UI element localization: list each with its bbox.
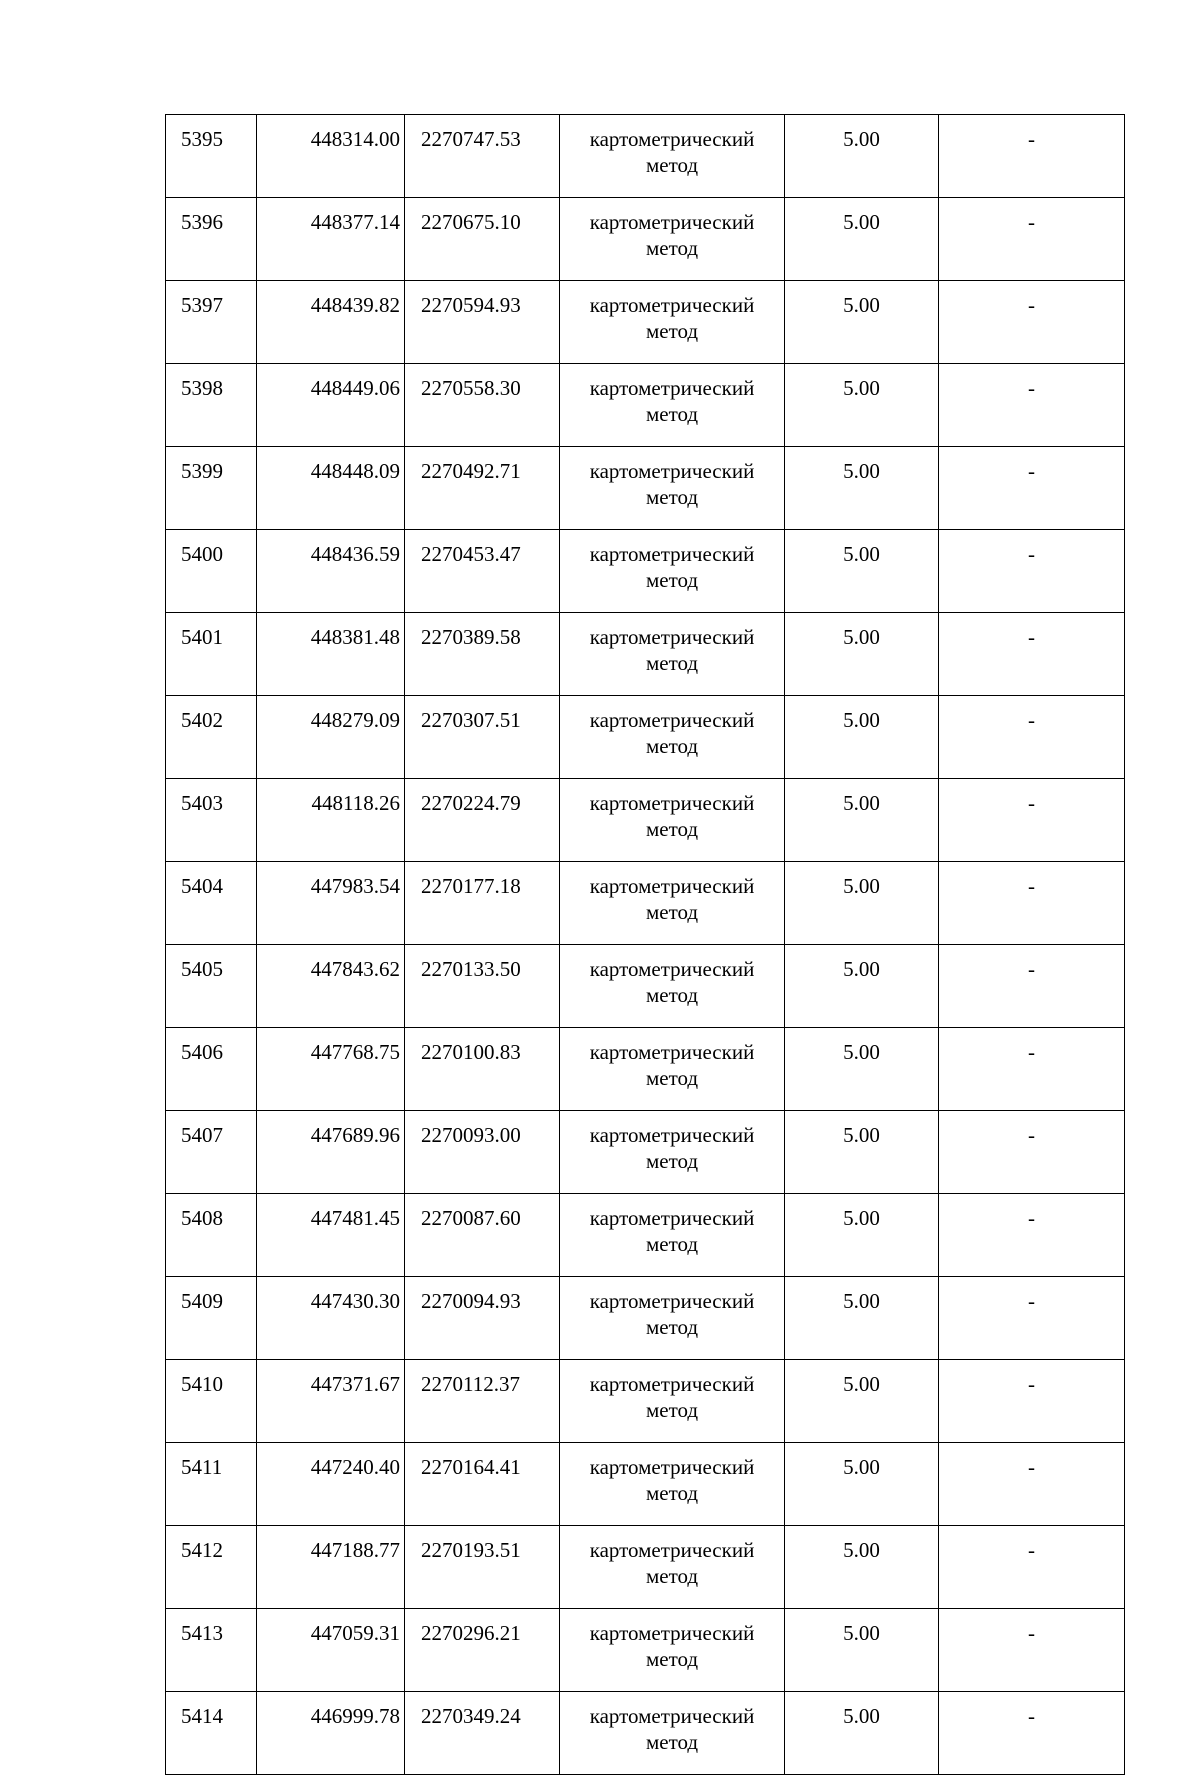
method-text-line-2: метод (645, 900, 699, 924)
method-text-line-2: метод (645, 1647, 699, 1671)
description-cell: - (939, 447, 1125, 530)
accuracy-cell: 5.00 (785, 1194, 939, 1277)
x-coordinate-cell: 448377.14 (257, 198, 405, 281)
method-cell (560, 115, 785, 198)
table-row (166, 779, 1125, 862)
accuracy-cell: 5.00 (785, 364, 939, 447)
method-text-line-2: метод (645, 1730, 699, 1754)
method-text-line-2: метод (645, 1315, 699, 1339)
x-coordinate-cell: 447689.96 (257, 1111, 405, 1194)
method-cell (560, 530, 785, 613)
method-text-line-1: картометрический (589, 1206, 755, 1230)
y-coordinate-cell: 2270747.53 (405, 115, 560, 198)
accuracy-cell: 5.00 (785, 530, 939, 613)
table-row (166, 1443, 1125, 1526)
description-cell: - (939, 1028, 1125, 1111)
method-cell (560, 1692, 785, 1775)
accuracy-cell: 5.00 (785, 198, 939, 281)
method-cell (560, 1609, 785, 1692)
method-text-line-2: метод (645, 1066, 699, 1090)
coordinates-table-body (166, 115, 1125, 1775)
method-text-line-2: метод (645, 734, 699, 758)
method-text-line-2: метод (645, 236, 699, 260)
description-cell: - (939, 281, 1125, 364)
point-number-cell: 5404 (166, 862, 257, 945)
point-number-cell: 5409 (166, 1277, 257, 1360)
accuracy-cell: 5.00 (785, 1526, 939, 1609)
point-number-cell: 5411 (166, 1443, 257, 1526)
accuracy-cell: 5.00 (785, 1111, 939, 1194)
method-cell (560, 1194, 785, 1277)
method-cell (560, 281, 785, 364)
point-number-cell: 5399 (166, 447, 257, 530)
accuracy-cell: 5.00 (785, 1360, 939, 1443)
method-text-line-1: картометрический (589, 791, 755, 815)
accuracy-cell: 5.00 (785, 281, 939, 364)
method-text-line-1: картометрический (589, 293, 755, 317)
point-number-cell: 5408 (166, 1194, 257, 1277)
y-coordinate-cell: 2270594.93 (405, 281, 560, 364)
table-row (166, 696, 1125, 779)
y-coordinate-cell: 2270349.24 (405, 1692, 560, 1775)
accuracy-cell: 5.00 (785, 1609, 939, 1692)
table-row (166, 1360, 1125, 1443)
method-text-line-1: картометрический (589, 708, 755, 732)
method-cell (560, 1028, 785, 1111)
point-number-cell: 5400 (166, 530, 257, 613)
accuracy-cell: 5.00 (785, 1443, 939, 1526)
method-cell (560, 696, 785, 779)
accuracy-cell: 5.00 (785, 1277, 939, 1360)
y-coordinate-cell: 2270093.00 (405, 1111, 560, 1194)
x-coordinate-cell: 448448.09 (257, 447, 405, 530)
method-text-line-1: картометрический (589, 874, 755, 898)
point-number-cell: 5412 (166, 1526, 257, 1609)
method-cell (560, 779, 785, 862)
description-cell: - (939, 530, 1125, 613)
y-coordinate-cell: 2270296.21 (405, 1609, 560, 1692)
method-text-line-2: метод (645, 1232, 699, 1256)
x-coordinate-cell: 448381.48 (257, 613, 405, 696)
method-text-line-1: картометрический (589, 625, 755, 649)
method-text-line-1: картометрический (589, 459, 755, 483)
accuracy-cell: 5.00 (785, 1028, 939, 1111)
method-text-line-2: метод (645, 153, 699, 177)
y-coordinate-cell: 2270492.71 (405, 447, 560, 530)
method-text-line-1: картометрический (589, 542, 755, 566)
description-cell: - (939, 1692, 1125, 1775)
point-number-cell: 5401 (166, 613, 257, 696)
x-coordinate-cell: 448449.06 (257, 364, 405, 447)
y-coordinate-cell: 2270087.60 (405, 1194, 560, 1277)
method-text-line-2: метод (645, 983, 699, 1007)
description-cell: - (939, 862, 1125, 945)
description-cell: - (939, 1443, 1125, 1526)
y-coordinate-cell: 2270675.10 (405, 198, 560, 281)
point-number-cell: 5414 (166, 1692, 257, 1775)
y-coordinate-cell: 2270193.51 (405, 1526, 560, 1609)
y-coordinate-cell: 2270164.41 (405, 1443, 560, 1526)
method-text-line-1: картометрический (589, 376, 755, 400)
x-coordinate-cell: 448118.26 (257, 779, 405, 862)
method-cell (560, 1360, 785, 1443)
table-row (166, 447, 1125, 530)
table-row (166, 1526, 1125, 1609)
method-text-line-2: метод (645, 1398, 699, 1422)
method-text-line-2: метод (645, 402, 699, 426)
x-coordinate-cell: 447059.31 (257, 1609, 405, 1692)
y-coordinate-cell: 2270224.79 (405, 779, 560, 862)
y-coordinate-cell: 2270100.83 (405, 1028, 560, 1111)
x-coordinate-cell: 447430.30 (257, 1277, 405, 1360)
accuracy-cell: 5.00 (785, 779, 939, 862)
description-cell: - (939, 945, 1125, 1028)
y-coordinate-cell: 2270389.58 (405, 613, 560, 696)
method-cell (560, 447, 785, 530)
method-text-line-1: картометрический (589, 1040, 755, 1064)
table-row (166, 945, 1125, 1028)
method-cell (560, 613, 785, 696)
coordinates-table (165, 114, 1125, 1775)
method-text-line-2: метод (645, 485, 699, 509)
accuracy-cell: 5.00 (785, 613, 939, 696)
method-text-line-1: картометрический (589, 1289, 755, 1313)
table-row (166, 1111, 1125, 1194)
table-row (166, 1692, 1125, 1775)
method-cell (560, 1111, 785, 1194)
y-coordinate-cell: 2270177.18 (405, 862, 560, 945)
y-coordinate-cell: 2270307.51 (405, 696, 560, 779)
x-coordinate-cell: 447768.75 (257, 1028, 405, 1111)
method-text-line-1: картометрический (589, 1621, 755, 1645)
method-text-line-1: картометрический (589, 210, 755, 234)
point-number-cell: 5395 (166, 115, 257, 198)
method-text-line-2: метод (645, 1149, 699, 1173)
x-coordinate-cell: 447188.77 (257, 1526, 405, 1609)
table-row (166, 530, 1125, 613)
table-row (166, 364, 1125, 447)
point-number-cell: 5398 (166, 364, 257, 447)
method-text-line-2: метод (645, 651, 699, 675)
point-number-cell: 5413 (166, 1609, 257, 1692)
point-number-cell: 5410 (166, 1360, 257, 1443)
x-coordinate-cell: 446999.78 (257, 1692, 405, 1775)
description-cell: - (939, 779, 1125, 862)
method-text-line-1: картометрический (589, 1123, 755, 1147)
x-coordinate-cell: 448439.82 (257, 281, 405, 364)
x-coordinate-cell: 447481.45 (257, 1194, 405, 1277)
table-row (166, 281, 1125, 364)
table-row (166, 613, 1125, 696)
description-cell: - (939, 1277, 1125, 1360)
y-coordinate-cell: 2270112.37 (405, 1360, 560, 1443)
accuracy-cell: 5.00 (785, 115, 939, 198)
description-cell: - (939, 613, 1125, 696)
method-cell (560, 364, 785, 447)
description-cell: - (939, 1111, 1125, 1194)
table-row (166, 862, 1125, 945)
point-number-cell: 5396 (166, 198, 257, 281)
point-number-cell: 5406 (166, 1028, 257, 1111)
description-cell: - (939, 364, 1125, 447)
table-row (166, 1277, 1125, 1360)
accuracy-cell: 5.00 (785, 862, 939, 945)
y-coordinate-cell: 2270453.47 (405, 530, 560, 613)
method-text-line-1: картометрический (589, 957, 755, 981)
method-cell (560, 862, 785, 945)
method-text-line-1: картометрический (589, 127, 755, 151)
method-cell (560, 1526, 785, 1609)
method-cell (560, 1443, 785, 1526)
x-coordinate-cell: 447843.62 (257, 945, 405, 1028)
method-cell (560, 1277, 785, 1360)
x-coordinate-cell: 447371.67 (257, 1360, 405, 1443)
description-cell: - (939, 115, 1125, 198)
method-text-line-2: метод (645, 568, 699, 592)
point-number-cell: 5407 (166, 1111, 257, 1194)
point-number-cell: 5403 (166, 779, 257, 862)
x-coordinate-cell: 447240.40 (257, 1443, 405, 1526)
method-text-line-1: картометрический (589, 1704, 755, 1728)
method-text-line-2: метод (645, 1481, 699, 1505)
x-coordinate-cell: 448279.09 (257, 696, 405, 779)
accuracy-cell: 5.00 (785, 447, 939, 530)
table-row (166, 1194, 1125, 1277)
method-cell (560, 198, 785, 281)
x-coordinate-cell: 448314.00 (257, 115, 405, 198)
description-cell: - (939, 1526, 1125, 1609)
point-number-cell: 5405 (166, 945, 257, 1028)
method-text-line-2: метод (645, 1564, 699, 1588)
description-cell: - (939, 198, 1125, 281)
table-row (166, 198, 1125, 281)
method-text-line-1: картометрический (589, 1455, 755, 1479)
description-cell: - (939, 696, 1125, 779)
accuracy-cell: 5.00 (785, 945, 939, 1028)
method-text-line-2: метод (645, 817, 699, 841)
x-coordinate-cell: 448436.59 (257, 530, 405, 613)
y-coordinate-cell: 2270558.30 (405, 364, 560, 447)
method-text-line-1: картометрический (589, 1372, 755, 1396)
method-text-line-2: метод (645, 319, 699, 343)
accuracy-cell: 5.00 (785, 696, 939, 779)
y-coordinate-cell: 2270133.50 (405, 945, 560, 1028)
y-coordinate-cell: 2270094.93 (405, 1277, 560, 1360)
x-coordinate-cell: 447983.54 (257, 862, 405, 945)
method-cell (560, 945, 785, 1028)
method-text-line-1: картометрический (589, 1538, 755, 1562)
table-row (166, 1028, 1125, 1111)
description-cell: - (939, 1360, 1125, 1443)
table-row (166, 115, 1125, 198)
table-row (166, 1609, 1125, 1692)
description-cell: - (939, 1609, 1125, 1692)
point-number-cell: 5397 (166, 281, 257, 364)
point-number-cell: 5402 (166, 696, 257, 779)
accuracy-cell: 5.00 (785, 1692, 939, 1775)
description-cell: - (939, 1194, 1125, 1277)
